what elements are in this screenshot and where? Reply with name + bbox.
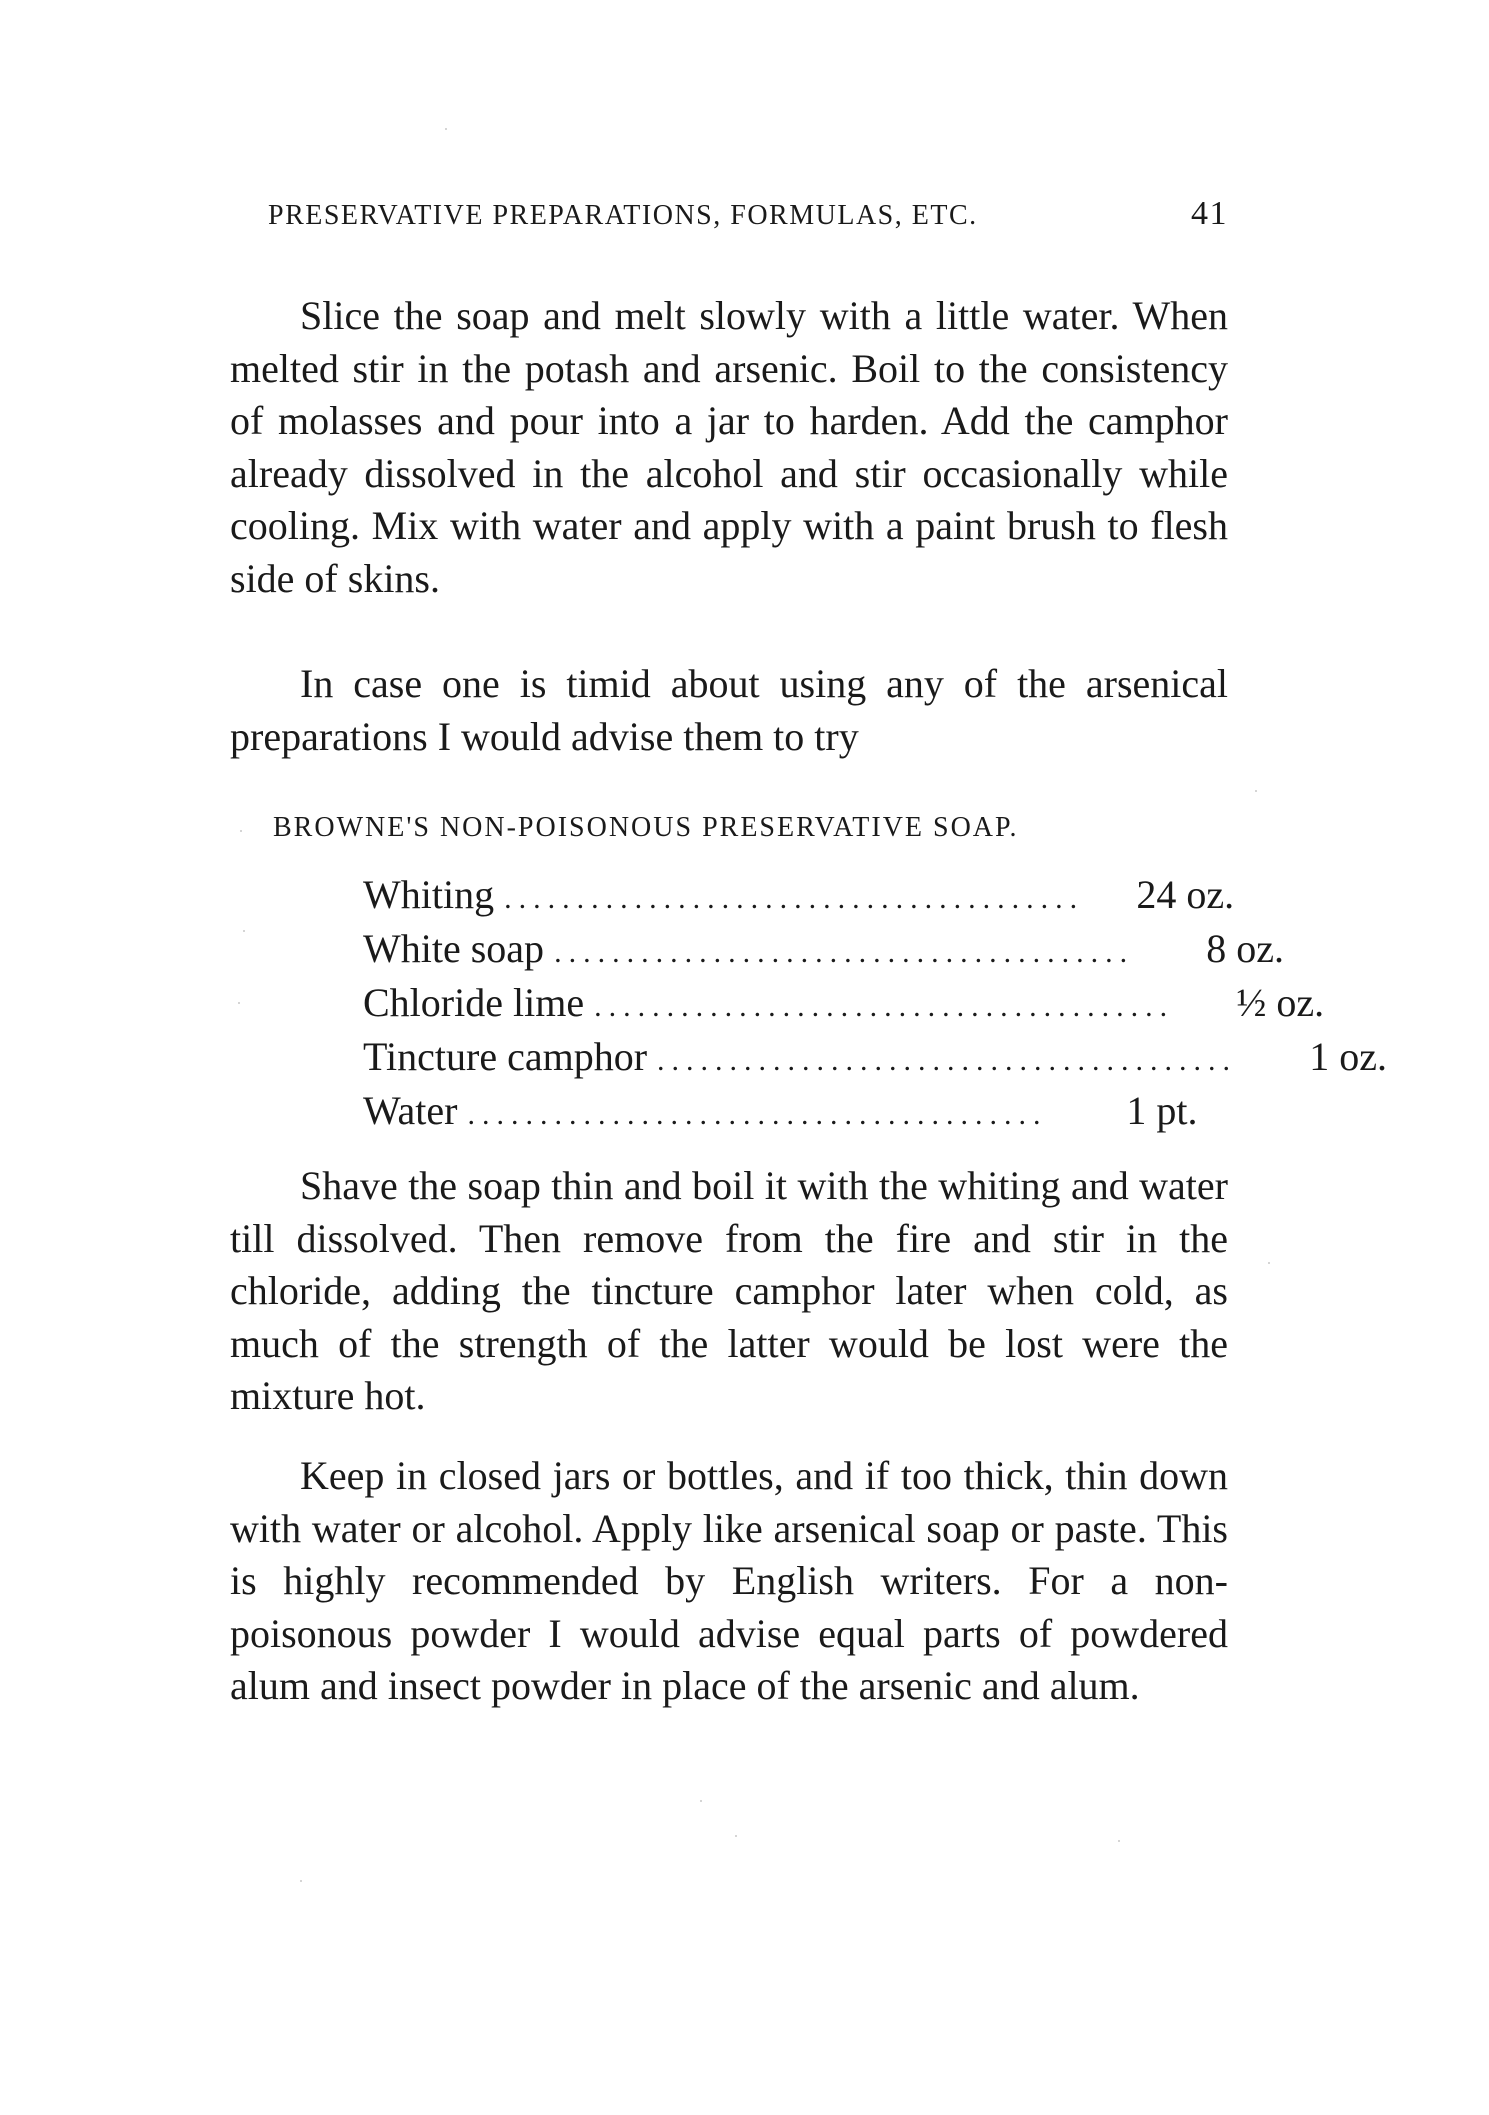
ingredient-quantity: ½ oz.: [1236, 980, 1325, 1025]
speck: [238, 1002, 240, 1004]
speck: [735, 1835, 737, 1837]
formula-row: [363, 924, 1285, 978]
ingredient-quantity: 8 oz.: [1206, 926, 1285, 971]
dot-leader: ........................................: [657, 1044, 1238, 1077]
speck: [1255, 790, 1257, 792]
dot-leader: ........................................: [554, 936, 1135, 969]
speck: [243, 930, 245, 932]
formula-row: [363, 1032, 1388, 1086]
formula-heading: BROWNE'S NON-POISONOUS PRESERVATIVE SOAP.: [273, 812, 1019, 843]
speck: [240, 830, 242, 832]
paragraph-block: [230, 1450, 1228, 1713]
paragraph-block: [230, 658, 1228, 763]
ingredient-name: Tincture camphor: [363, 1034, 648, 1079]
ingredient-quantity: 1 oz.: [1309, 1034, 1388, 1079]
dot-leader: ........................................: [504, 882, 1085, 915]
formula-row: [363, 978, 1325, 1032]
ingredient-quantity: 1 pt.: [1126, 1088, 1198, 1133]
speck: [700, 1800, 702, 1802]
ingredient-name: Water: [363, 1088, 458, 1133]
formula-row: [363, 1086, 1198, 1140]
speck: [1118, 1840, 1120, 1842]
formula-table: [363, 870, 1388, 1140]
speck: [445, 128, 447, 130]
ingredient-name: White soap: [363, 926, 545, 971]
paragraph-block: [230, 1160, 1228, 1423]
ingredient-name: Chloride lime: [363, 980, 585, 1025]
running-head-title: PRESERVATIVE PREPARATIONS, FORMULAS, ETC.: [268, 200, 978, 231]
page-number: 41: [1191, 195, 1228, 232]
paragraph: In case one is timid about using any of the arsenical preparations I would advise them to try: [230, 661, 1228, 759]
formula-row: [363, 870, 1235, 924]
paragraph: Slice the soap and melt slowly with a little water. When melted stir in the potash and arsenic. Boil to the consistency of molasses and pour into a jar to harden. Add the camphor already dissolved in the alcohol and stir occasionally while cooling. Mix with water and apply with a paint brush to flesh side of skins.: [230, 293, 1228, 601]
dot-leader: ........................................: [594, 990, 1175, 1023]
paragraph: Keep in closed jars or bottles, and if too thick, thin down with water or alcohol. Apply like arsenical soap or paste. This is highly recommended by English writers. For a non-poisonous powder I would advise equal parts of powdered alum and insect powder in place of the arsenic and alum.: [230, 1453, 1228, 1708]
speck: [300, 1880, 302, 1882]
ingredient-name: Whiting: [363, 872, 495, 917]
running-head: [268, 195, 1228, 233]
paragraph: Shave the soap thin and boil it with the whiting and water till dissolved. Then remove from the fire and stir in the chloride, adding the tincture camphor later when cold, as much of the strength of the latter would be lost were the mixture hot.: [230, 1163, 1228, 1418]
speck: [1268, 1262, 1270, 1264]
ingredient-quantity: 24 oz.: [1136, 872, 1235, 917]
dot-leader: ........................................: [467, 1098, 1048, 1131]
paragraph-block: [230, 290, 1228, 605]
